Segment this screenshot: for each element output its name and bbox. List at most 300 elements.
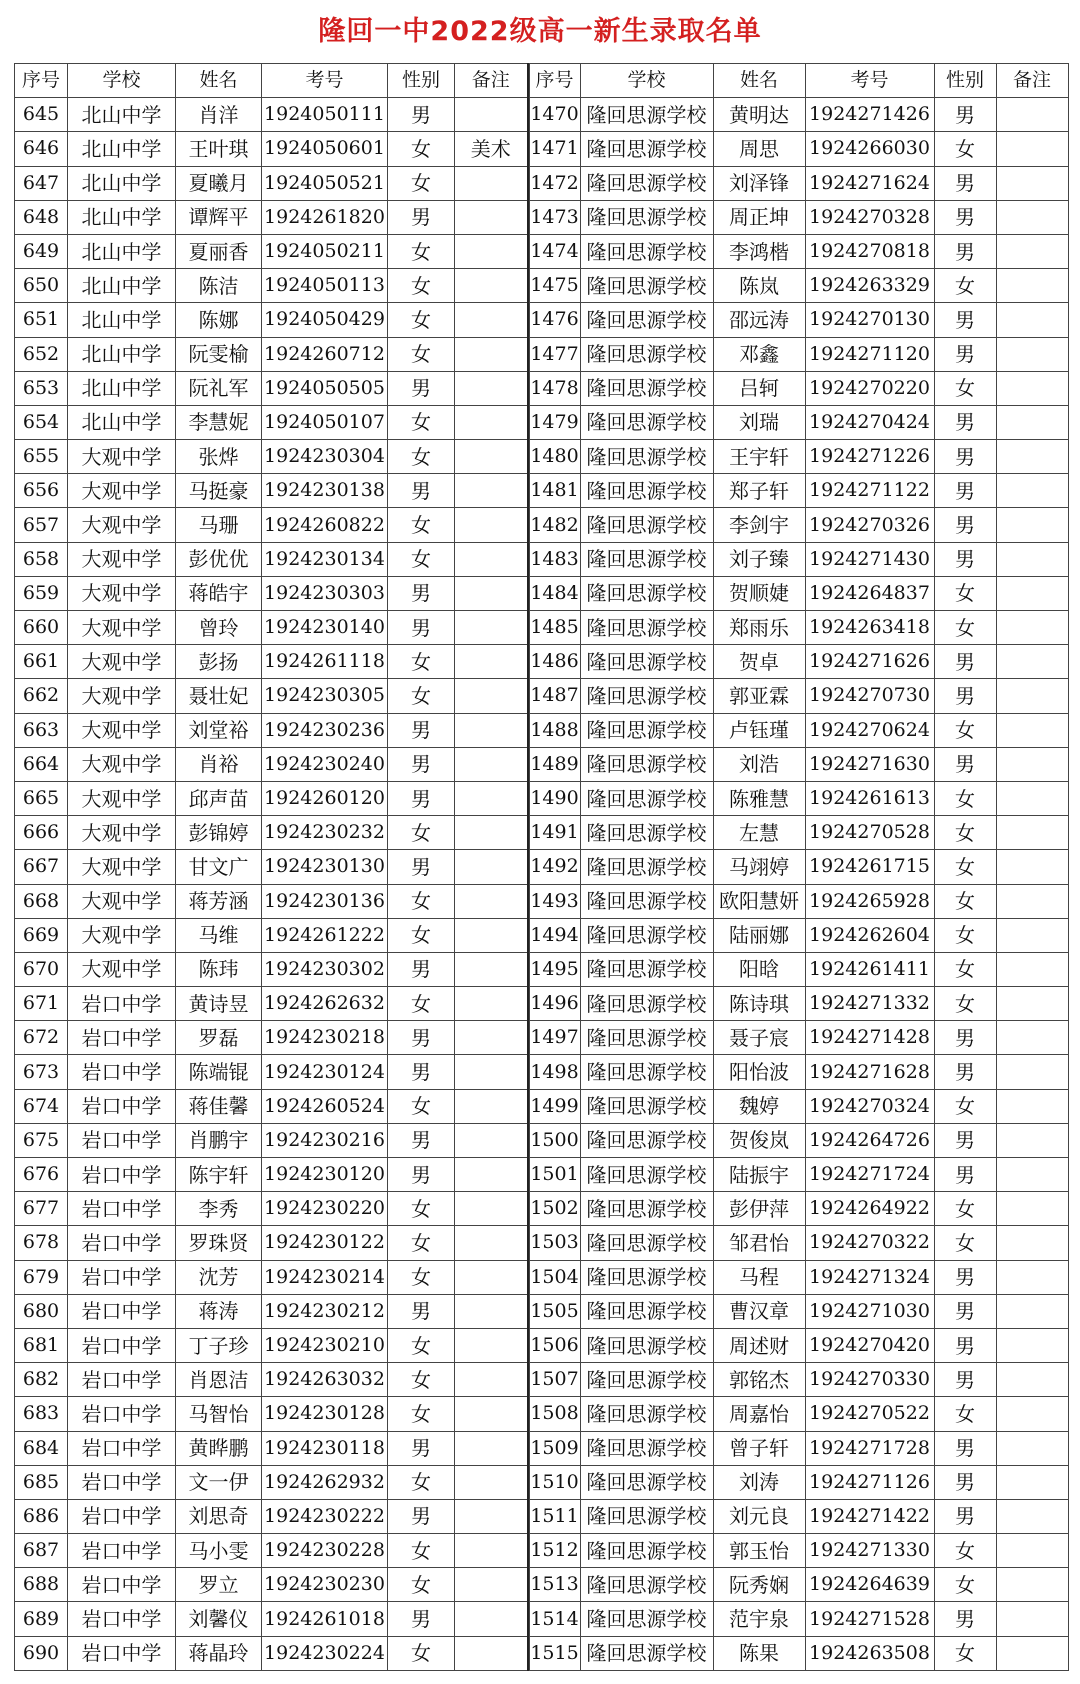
gender-cell: 男 — [388, 1158, 455, 1192]
gender-cell: 女 — [934, 371, 996, 405]
name-cell: 曾子轩 — [713, 1431, 805, 1465]
remarks-cell — [455, 679, 528, 713]
seq-cell: 658 — [15, 542, 68, 576]
remarks-cell — [996, 713, 1068, 747]
school-cell: 隆回思源学校 — [580, 884, 713, 918]
gender-cell: 女 — [388, 132, 455, 166]
gender-cell: 女 — [934, 1636, 996, 1670]
remarks-cell — [455, 1431, 528, 1465]
school-cell: 岩口中学 — [68, 1397, 176, 1431]
remarks-cell — [996, 1602, 1068, 1636]
table-row — [529, 816, 1068, 850]
remarks-cell — [455, 337, 528, 371]
school-cell: 北山中学 — [68, 303, 176, 337]
name-cell: 李剑宇 — [713, 508, 805, 542]
school-cell: 隆回思源学校 — [580, 713, 713, 747]
table-row — [15, 1465, 528, 1499]
exam-number-cell: 1924230303 — [262, 576, 388, 610]
remarks-cell — [996, 918, 1068, 952]
exam-number-cell: 1924270130 — [805, 303, 934, 337]
name-cell: 刘泽锋 — [713, 166, 805, 200]
exam-number-cell: 1924261411 — [805, 952, 934, 986]
seq-cell: 1515 — [529, 1636, 580, 1670]
table-row — [529, 200, 1068, 234]
gender-cell: 女 — [388, 1089, 455, 1123]
gender-cell: 女 — [388, 1260, 455, 1294]
exam-number-cell: 1924230120 — [262, 1158, 388, 1192]
table-row — [15, 576, 528, 610]
name-cell: 肖恩洁 — [176, 1363, 262, 1397]
seq-cell: 1484 — [529, 576, 580, 610]
seq-cell: 646 — [15, 132, 68, 166]
name-cell: 聂子宸 — [713, 1021, 805, 1055]
school-cell: 隆回思源学校 — [580, 337, 713, 371]
table-row — [15, 1192, 528, 1226]
school-cell: 隆回思源学校 — [580, 269, 713, 303]
remarks-cell — [455, 474, 528, 508]
table-row — [529, 1055, 1068, 1089]
exam-number-cell: 1924271724 — [805, 1158, 934, 1192]
seq-cell: 1503 — [529, 1226, 580, 1260]
school-cell: 大观中学 — [68, 850, 176, 884]
name-cell: 刘元良 — [713, 1499, 805, 1533]
gender-cell: 女 — [934, 269, 996, 303]
gender-cell: 女 — [934, 816, 996, 850]
admission-table-left — [14, 63, 529, 1671]
exam-number-cell: 1924264639 — [805, 1568, 934, 1602]
table-row — [15, 440, 528, 474]
exam-number-cell: 1924271728 — [805, 1431, 934, 1465]
gender-cell: 女 — [934, 713, 996, 747]
exam-number-cell: 1924230118 — [262, 1431, 388, 1465]
gender-cell: 男 — [934, 474, 996, 508]
name-cell: 王宇轩 — [713, 440, 805, 474]
remarks-cell — [455, 1158, 528, 1192]
school-cell: 隆回思源学校 — [580, 1158, 713, 1192]
table-row — [529, 542, 1068, 576]
remarks-cell — [996, 337, 1068, 371]
table-row — [15, 1602, 528, 1636]
school-cell: 隆回思源学校 — [580, 952, 713, 986]
gender-cell: 男 — [934, 405, 996, 439]
header-seq: 序号 — [529, 64, 580, 98]
exam-number-cell: 1924262604 — [805, 918, 934, 952]
exam-number-cell: 1924230136 — [262, 884, 388, 918]
seq-cell: 1508 — [529, 1397, 580, 1431]
name-cell: 陈雅慧 — [713, 781, 805, 815]
seq-cell: 661 — [15, 645, 68, 679]
exam-number-cell: 1924270730 — [805, 679, 934, 713]
gender-cell: 男 — [934, 200, 996, 234]
school-cell: 隆回思源学校 — [580, 576, 713, 610]
seq-cell: 655 — [15, 440, 68, 474]
school-cell: 岩口中学 — [68, 1192, 176, 1226]
remarks-cell — [996, 1397, 1068, 1431]
exam-number-cell: 1924230302 — [262, 952, 388, 986]
exam-number-cell: 1924264726 — [805, 1123, 934, 1157]
seq-cell: 1514 — [529, 1602, 580, 1636]
gender-cell: 女 — [388, 1363, 455, 1397]
name-cell: 刘堂裕 — [176, 713, 262, 747]
school-cell: 大观中学 — [68, 576, 176, 610]
exam-number-cell: 1924230128 — [262, 1397, 388, 1431]
school-cell: 大观中学 — [68, 918, 176, 952]
table-row — [529, 1568, 1068, 1602]
exam-number-cell: 1924261018 — [262, 1602, 388, 1636]
table-row — [529, 1363, 1068, 1397]
remarks-cell — [455, 542, 528, 576]
seq-cell: 1499 — [529, 1089, 580, 1123]
name-cell: 黄诗昱 — [176, 987, 262, 1021]
table-row — [529, 337, 1068, 371]
school-cell: 隆回思源学校 — [580, 1055, 713, 1089]
remarks-cell — [455, 1294, 528, 1328]
school-cell: 岩口中学 — [68, 1602, 176, 1636]
school-cell: 隆回思源学校 — [580, 1499, 713, 1533]
school-cell: 岩口中学 — [68, 987, 176, 1021]
name-cell: 彭扬 — [176, 645, 262, 679]
seq-cell: 645 — [15, 98, 68, 132]
page-title: 隆回一中2022级高一新生录取名单 — [318, 16, 762, 47]
seq-cell: 653 — [15, 371, 68, 405]
table-row — [529, 1226, 1068, 1260]
seq-cell: 663 — [15, 713, 68, 747]
name-cell: 郭铭杰 — [713, 1363, 805, 1397]
school-cell: 岩口中学 — [68, 1363, 176, 1397]
seq-cell: 675 — [15, 1123, 68, 1157]
exam-number-cell: 1924261613 — [805, 781, 934, 815]
school-cell: 岩口中学 — [68, 1534, 176, 1568]
name-cell: 沈芳 — [176, 1260, 262, 1294]
gender-cell: 女 — [934, 884, 996, 918]
table-row — [529, 850, 1068, 884]
table-header-row — [15, 64, 528, 98]
name-cell: 贺卓 — [713, 645, 805, 679]
gender-cell: 男 — [388, 1294, 455, 1328]
name-cell: 邓鑫 — [713, 337, 805, 371]
exam-number-cell: 1924050505 — [262, 371, 388, 405]
header-remarks: 备注 — [996, 64, 1068, 98]
school-cell: 隆回思源学校 — [580, 542, 713, 576]
gender-cell: 男 — [388, 200, 455, 234]
name-cell: 蒋涛 — [176, 1294, 262, 1328]
exam-number-cell: 1924230210 — [262, 1328, 388, 1362]
table-row — [529, 747, 1068, 781]
school-cell: 隆回思源学校 — [580, 816, 713, 850]
school-cell: 岩口中学 — [68, 1123, 176, 1157]
gender-cell: 男 — [934, 1158, 996, 1192]
exam-number-cell: 1924230138 — [262, 474, 388, 508]
table-row — [529, 234, 1068, 268]
remarks-cell — [996, 781, 1068, 815]
gender-cell: 男 — [388, 474, 455, 508]
name-cell: 夏丽香 — [176, 234, 262, 268]
seq-cell: 1507 — [529, 1363, 580, 1397]
table-row — [529, 1123, 1068, 1157]
name-cell: 刘涛 — [713, 1465, 805, 1499]
gender-cell: 女 — [934, 132, 996, 166]
seq-cell: 1493 — [529, 884, 580, 918]
gender-cell: 男 — [934, 1021, 996, 1055]
remarks-cell — [455, 884, 528, 918]
table-row — [15, 1431, 528, 1465]
name-cell: 曾玲 — [176, 611, 262, 645]
table-row — [15, 1123, 528, 1157]
school-cell: 隆回思源学校 — [580, 474, 713, 508]
school-cell: 隆回思源学校 — [580, 303, 713, 337]
table-row — [529, 132, 1068, 166]
remarks-cell — [996, 98, 1068, 132]
exam-number-cell: 1924271226 — [805, 440, 934, 474]
remarks-cell — [455, 747, 528, 781]
gender-cell: 女 — [388, 1534, 455, 1568]
exam-number-cell: 1924271428 — [805, 1021, 934, 1055]
remarks-cell — [996, 747, 1068, 781]
seq-cell: 654 — [15, 405, 68, 439]
exam-number-cell: 1924270424 — [805, 405, 934, 439]
table-row — [15, 1260, 528, 1294]
name-cell: 郑雨乐 — [713, 611, 805, 645]
table-header-row — [529, 64, 1068, 98]
table-row — [15, 611, 528, 645]
school-cell: 北山中学 — [68, 269, 176, 303]
remarks-cell — [455, 1534, 528, 1568]
school-cell: 隆回思源学校 — [580, 1226, 713, 1260]
name-cell: 郭亚霖 — [713, 679, 805, 713]
remarks-cell — [996, 1534, 1068, 1568]
seq-cell: 1480 — [529, 440, 580, 474]
seq-cell: 664 — [15, 747, 68, 781]
remarks-cell — [455, 1021, 528, 1055]
exam-number-cell: 1924230214 — [262, 1260, 388, 1294]
gender-cell: 男 — [934, 1363, 996, 1397]
table-row — [529, 1499, 1068, 1533]
table-row — [529, 884, 1068, 918]
table-row — [529, 166, 1068, 200]
exam-number-cell: 1924271630 — [805, 747, 934, 781]
seq-cell: 1511 — [529, 1499, 580, 1533]
school-cell: 岩口中学 — [68, 1055, 176, 1089]
name-cell: 阳怡波 — [713, 1055, 805, 1089]
remarks-cell — [996, 816, 1068, 850]
gender-cell: 男 — [388, 1602, 455, 1636]
gender-cell: 女 — [934, 1226, 996, 1260]
seq-cell: 1506 — [529, 1328, 580, 1362]
remarks-cell — [455, 508, 528, 542]
school-cell: 北山中学 — [68, 166, 176, 200]
remarks-cell — [996, 303, 1068, 337]
name-cell: 陆振宇 — [713, 1158, 805, 1192]
seq-cell: 690 — [15, 1636, 68, 1670]
name-cell: 陈果 — [713, 1636, 805, 1670]
school-cell: 隆回思源学校 — [580, 166, 713, 200]
gender-cell: 女 — [934, 952, 996, 986]
exam-number-cell: 1924230130 — [262, 850, 388, 884]
name-cell: 左慧 — [713, 816, 805, 850]
gender-cell: 男 — [388, 611, 455, 645]
school-cell: 隆回思源学校 — [580, 508, 713, 542]
gender-cell: 男 — [388, 1123, 455, 1157]
school-cell: 隆回思源学校 — [580, 440, 713, 474]
table-body-left — [15, 98, 528, 1671]
gender-cell: 男 — [388, 1055, 455, 1089]
seq-cell: 1478 — [529, 371, 580, 405]
name-cell: 马程 — [713, 1260, 805, 1294]
school-cell: 岩口中学 — [68, 1328, 176, 1362]
gender-cell: 男 — [934, 166, 996, 200]
seq-cell: 683 — [15, 1397, 68, 1431]
name-cell: 陆丽娜 — [713, 918, 805, 952]
gender-cell: 男 — [388, 1431, 455, 1465]
seq-cell: 1498 — [529, 1055, 580, 1089]
table-row — [529, 1602, 1068, 1636]
name-cell: 阮雯榆 — [176, 337, 262, 371]
school-cell: 岩口中学 — [68, 1465, 176, 1499]
table-row — [529, 679, 1068, 713]
school-cell: 岩口中学 — [68, 1158, 176, 1192]
table-row — [529, 713, 1068, 747]
name-cell: 阳晗 — [713, 952, 805, 986]
seq-cell: 668 — [15, 884, 68, 918]
table-row — [529, 1089, 1068, 1123]
remarks-cell — [455, 645, 528, 679]
name-cell: 罗立 — [176, 1568, 262, 1602]
seq-cell: 660 — [15, 611, 68, 645]
exam-number-cell: 1924271430 — [805, 542, 934, 576]
gender-cell: 男 — [934, 747, 996, 781]
remarks-cell — [996, 405, 1068, 439]
seq-cell: 1502 — [529, 1192, 580, 1226]
exam-number-cell: 1924260524 — [262, 1089, 388, 1123]
school-cell: 北山中学 — [68, 234, 176, 268]
remarks-cell — [996, 166, 1068, 200]
name-cell: 邹君怡 — [713, 1226, 805, 1260]
seq-cell: 1473 — [529, 200, 580, 234]
name-cell: 蒋晶玲 — [176, 1636, 262, 1670]
name-cell: 王叶琪 — [176, 132, 262, 166]
school-cell: 隆回思源学校 — [580, 747, 713, 781]
gender-cell: 男 — [388, 576, 455, 610]
table-row — [15, 850, 528, 884]
seq-cell: 659 — [15, 576, 68, 610]
seq-cell: 1495 — [529, 952, 580, 986]
remarks-cell — [455, 1397, 528, 1431]
exam-number-cell: 1924050113 — [262, 269, 388, 303]
table-row — [15, 1397, 528, 1431]
exam-number-cell: 1924270420 — [805, 1328, 934, 1362]
table-row — [529, 269, 1068, 303]
exam-number-cell: 1924263329 — [805, 269, 934, 303]
exam-number-cell: 1924230216 — [262, 1123, 388, 1157]
exam-number-cell: 1924261222 — [262, 918, 388, 952]
remarks-cell — [996, 1363, 1068, 1397]
school-cell: 岩口中学 — [68, 1089, 176, 1123]
remarks-cell — [455, 1226, 528, 1260]
table-row — [529, 1465, 1068, 1499]
gender-cell: 女 — [934, 1089, 996, 1123]
admission-table-right — [529, 63, 1069, 1671]
seq-cell: 1472 — [529, 166, 580, 200]
seq-cell: 1489 — [529, 747, 580, 781]
seq-cell: 673 — [15, 1055, 68, 1089]
gender-cell: 男 — [388, 98, 455, 132]
name-cell: 吕轲 — [713, 371, 805, 405]
header-school: 学校 — [68, 64, 176, 98]
gender-cell: 女 — [388, 816, 455, 850]
exam-number-cell: 1924271330 — [805, 1534, 934, 1568]
seq-cell: 686 — [15, 1499, 68, 1533]
exam-number-cell: 1924270330 — [805, 1363, 934, 1397]
school-cell: 隆回思源学校 — [580, 1123, 713, 1157]
school-cell: 隆回思源学校 — [580, 781, 713, 815]
gender-cell: 女 — [388, 166, 455, 200]
gender-cell: 男 — [388, 1021, 455, 1055]
exam-number-cell: 1924270326 — [805, 508, 934, 542]
gender-cell: 女 — [934, 1397, 996, 1431]
remarks-cell — [996, 508, 1068, 542]
table-row — [15, 1363, 528, 1397]
table-row — [529, 371, 1068, 405]
name-cell: 马翊婷 — [713, 850, 805, 884]
remarks-cell — [996, 611, 1068, 645]
seq-cell: 666 — [15, 816, 68, 850]
school-cell: 隆回思源学校 — [580, 850, 713, 884]
exam-number-cell: 1924230236 — [262, 713, 388, 747]
name-cell: 文一伊 — [176, 1465, 262, 1499]
table-row — [529, 1021, 1068, 1055]
gender-cell: 男 — [934, 1294, 996, 1328]
school-cell: 北山中学 — [68, 200, 176, 234]
remarks-cell — [996, 576, 1068, 610]
seq-cell: 678 — [15, 1226, 68, 1260]
seq-cell: 667 — [15, 850, 68, 884]
remarks-cell — [996, 1431, 1068, 1465]
gender-cell: 女 — [388, 234, 455, 268]
name-cell: 魏婷 — [713, 1089, 805, 1123]
table-row — [529, 918, 1068, 952]
seq-cell: 677 — [15, 1192, 68, 1226]
remarks-cell — [996, 440, 1068, 474]
seq-cell: 674 — [15, 1089, 68, 1123]
table-row — [15, 508, 528, 542]
table-row — [15, 1568, 528, 1602]
gender-cell: 男 — [934, 1465, 996, 1499]
exam-number-cell: 1924230134 — [262, 542, 388, 576]
gender-cell: 女 — [388, 1636, 455, 1670]
name-cell: 范宇泉 — [713, 1602, 805, 1636]
table-row — [15, 1328, 528, 1362]
school-cell: 隆回思源学校 — [580, 1192, 713, 1226]
seq-cell: 1471 — [529, 132, 580, 166]
seq-cell: 648 — [15, 200, 68, 234]
seq-cell: 651 — [15, 303, 68, 337]
remarks-cell — [455, 1260, 528, 1294]
gender-cell: 女 — [934, 850, 996, 884]
gender-cell: 男 — [934, 337, 996, 371]
remarks-cell — [455, 781, 528, 815]
table-row — [15, 371, 528, 405]
seq-cell: 657 — [15, 508, 68, 542]
header-exam-number: 考号 — [805, 64, 934, 98]
exam-number-cell: 1924263032 — [262, 1363, 388, 1397]
remarks-cell — [455, 1568, 528, 1602]
seq-cell: 1500 — [529, 1123, 580, 1157]
gender-cell: 男 — [388, 850, 455, 884]
table-row — [15, 234, 528, 268]
header-gender: 性别 — [934, 64, 996, 98]
seq-cell: 1486 — [529, 645, 580, 679]
seq-cell: 1505 — [529, 1294, 580, 1328]
